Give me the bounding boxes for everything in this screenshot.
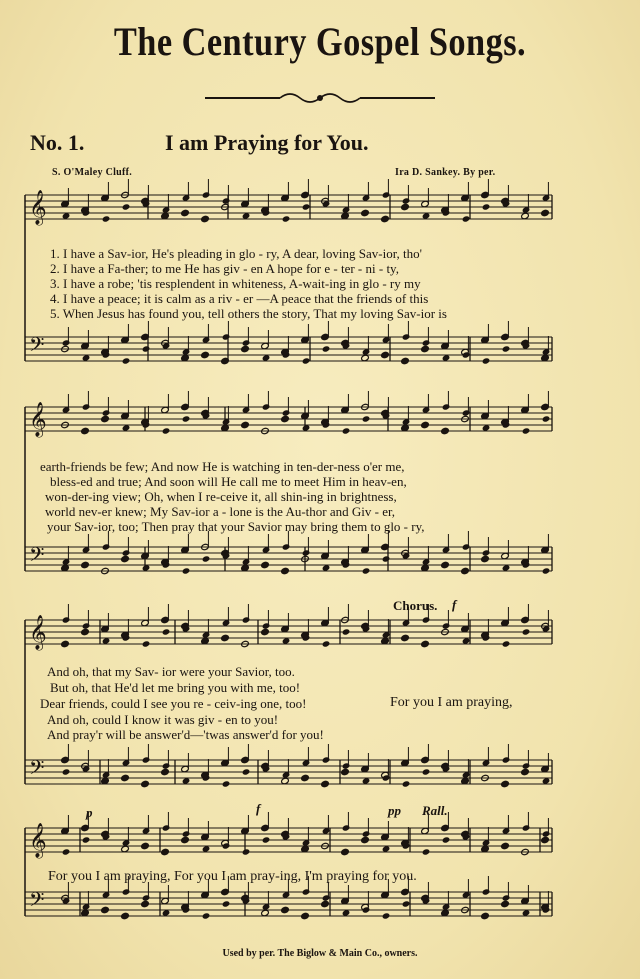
- note-head: [62, 848, 71, 855]
- note-head: [501, 842, 510, 849]
- note-head: [142, 640, 151, 647]
- hymn-title: I am Praying for You.: [165, 130, 369, 155]
- note-head: [482, 203, 491, 210]
- note-head: [401, 203, 410, 210]
- note-head: [82, 622, 91, 629]
- note-head: [422, 616, 431, 623]
- note-head: [222, 333, 231, 340]
- note-head: [281, 415, 290, 422]
- note-head: [382, 191, 391, 198]
- note-head: [82, 836, 91, 843]
- note-head: [382, 912, 391, 919]
- verse-4-line-1: 4. I have a peace; it is calm as a riv - er —A peace that the friends of this: [50, 291, 429, 306]
- note-head: [361, 209, 370, 216]
- note-head: [281, 567, 290, 574]
- composer-credit: Ira D. Sankey. By per.: [395, 167, 496, 178]
- note-head: [341, 768, 350, 775]
- note-head: [242, 768, 251, 775]
- note-head: [162, 427, 171, 434]
- note-head: [182, 415, 191, 422]
- note-head: [162, 628, 171, 635]
- note-head: [142, 894, 151, 901]
- note-head: [121, 555, 130, 562]
- note-head: [321, 900, 330, 907]
- note-head: [62, 768, 71, 775]
- note-head: [222, 780, 231, 787]
- note-head: [281, 906, 290, 913]
- note-head: [441, 561, 450, 568]
- note-head: [242, 848, 251, 855]
- lyricist-credit: S. O'Maley Cluff.: [52, 167, 133, 178]
- note-head: [122, 203, 131, 210]
- note-head: [182, 567, 191, 574]
- note-head: [522, 762, 531, 769]
- note-head: [222, 197, 231, 204]
- verse-5-line-2: your Sav-ior, too; Then pray that your Savior may bring them to glo - ry,: [47, 519, 425, 534]
- note-head: [262, 403, 271, 410]
- note-head: [221, 357, 230, 364]
- note-head: [201, 215, 210, 222]
- note-head: [241, 345, 250, 352]
- note-head: [402, 900, 411, 907]
- bass-clef: 𝄢: [29, 888, 45, 916]
- verse-5-line-1: 5. When Jesus has found you, tell others the story, That my loving Sav-ior is: [50, 306, 447, 321]
- note-head: [342, 628, 351, 635]
- note-head: [381, 215, 390, 222]
- rallentando-mark: Rall.: [422, 803, 448, 818]
- verse-5-line-3: And pray'r will be answer'd—'twas answer'd for you!: [47, 727, 324, 742]
- note-head: [362, 830, 371, 837]
- note-head: [81, 628, 90, 635]
- note-head: [462, 543, 471, 550]
- note-head: [342, 762, 351, 769]
- note-head: [462, 215, 471, 222]
- note-head: [342, 824, 351, 831]
- treble-clef: 𝄞: [29, 823, 47, 858]
- note-head: [121, 912, 130, 919]
- note-head: [161, 768, 170, 775]
- verse-2-line-2: bless-ed and true; And soon will He call me to meet Him in heav-en,: [50, 474, 407, 489]
- note-head: [321, 780, 330, 787]
- note-head: [262, 622, 271, 629]
- note-head: [322, 756, 331, 763]
- note-head: [361, 836, 370, 843]
- note-head: [122, 888, 131, 895]
- note-head: [261, 628, 270, 635]
- note-head: [542, 567, 551, 574]
- note-head: [221, 634, 230, 641]
- note-head: [441, 427, 450, 434]
- note-head: [282, 215, 291, 222]
- note-head: [462, 409, 471, 416]
- note-head: [302, 549, 311, 556]
- note-head: [302, 357, 311, 364]
- note-head: [162, 824, 171, 831]
- note-head: [181, 836, 190, 843]
- note-head: [302, 888, 311, 895]
- dynamic-forte: f: [256, 801, 261, 816]
- note-head: [502, 756, 511, 763]
- note-head: [141, 900, 150, 907]
- note-head: [62, 616, 71, 623]
- note-head: [141, 842, 150, 849]
- footer-credit: Used by per. The Biglow & Main Co., owners.: [222, 948, 418, 959]
- note-head: [422, 339, 431, 346]
- note-head: [122, 549, 131, 556]
- note-head: [62, 339, 71, 346]
- note-head: [161, 848, 170, 855]
- note-head: [302, 203, 311, 210]
- note-head: [102, 543, 111, 550]
- treble-clef: 𝄞: [29, 190, 47, 225]
- note-head: [541, 836, 550, 843]
- hymn-number: No. 1.: [30, 130, 85, 155]
- chorus-label: Chorus.: [393, 598, 438, 613]
- note-head: [521, 768, 530, 775]
- book-title: The Century Gospel Songs.: [113, 19, 527, 64]
- note-head: [422, 848, 431, 855]
- note-head: [82, 403, 91, 410]
- verse-4-line-2: world nev-er knew; My Sav-ior a - lone is the Au-thor and Giv - er,: [45, 504, 396, 519]
- note-head: [202, 555, 211, 562]
- note-head: [461, 567, 470, 574]
- verse-1-line-3: And oh, that my Sav- ior were your Savior, too.: [47, 664, 295, 679]
- note-head: [402, 780, 411, 787]
- verse-2-line-3: But oh, that He'd let me bring you with me, too!: [50, 680, 301, 695]
- dynamic-piano: p: [86, 805, 93, 820]
- note-head: [362, 567, 371, 574]
- chorus-dynamic: f: [452, 597, 457, 612]
- note-head: [502, 894, 511, 901]
- note-head: [501, 780, 510, 787]
- note-head: [481, 912, 490, 919]
- note-head: [262, 836, 271, 843]
- note-head: [482, 549, 491, 556]
- note-head: [542, 415, 551, 422]
- bass-clef: 𝄢: [29, 756, 45, 784]
- note-head: [202, 191, 211, 198]
- note-head: [362, 415, 371, 422]
- note-head: [201, 351, 210, 358]
- note-head: [282, 543, 291, 550]
- note-head: [182, 830, 191, 837]
- note-head: [421, 421, 430, 428]
- note-head: [342, 427, 351, 434]
- note-head: [482, 357, 491, 364]
- verse-3-line-1: 3. I have a robe; 'tis resplendent in whiteness, A-wait-ing in glo - ry my: [50, 276, 421, 291]
- note-head: [442, 403, 451, 410]
- note-head: [102, 215, 111, 222]
- verse-1-line-1: 1. I have a Sav-ior, He's pleading in glo - ry, A dear, loving Sav-ior, tho': [50, 246, 422, 261]
- note-head: [402, 333, 411, 340]
- note-head: [102, 409, 111, 416]
- note-head: [422, 768, 431, 775]
- treble-clef: 𝄞: [29, 615, 47, 650]
- note-head: [242, 616, 251, 623]
- note-head: [501, 900, 510, 907]
- note-head: [101, 415, 110, 422]
- note-head: [241, 421, 250, 428]
- note-head: [322, 345, 331, 352]
- note-head: [301, 912, 310, 919]
- note-head: [402, 197, 411, 204]
- note-head: [421, 640, 430, 647]
- note-head: [341, 848, 350, 855]
- note-head: [142, 345, 151, 352]
- note-head: [261, 561, 270, 568]
- note-head: [301, 774, 310, 781]
- note-head: [322, 894, 331, 901]
- note-head: [482, 888, 491, 895]
- verse-1-line-2: earth-friends be few; And now He is watching in ten-der-ness o'er me,: [40, 459, 405, 474]
- chorus-response: For you I am praying,: [390, 695, 513, 710]
- note-head: [162, 762, 171, 769]
- note-head: [421, 345, 430, 352]
- note-head: [81, 561, 90, 568]
- note-head: [522, 427, 531, 434]
- note-head: [242, 339, 251, 346]
- treble-clef: 𝄞: [29, 402, 47, 437]
- note-head: [442, 622, 451, 629]
- note-head: [522, 628, 531, 635]
- note-head: [101, 906, 110, 913]
- note-head: [222, 900, 231, 907]
- note-head: [381, 351, 390, 358]
- bass-clef: 𝄢: [29, 543, 45, 571]
- note-head: [542, 830, 551, 837]
- note-head: [541, 209, 550, 216]
- bass-clef: 𝄢: [29, 333, 45, 361]
- verse-4-line-3: And oh, could I know it was giv - en to you!: [47, 712, 279, 727]
- note-head: [282, 409, 291, 416]
- final-lyric-line: For you I am praying, For you I am pray-ing, I'm praying for you.: [48, 869, 417, 884]
- note-head: [322, 640, 331, 647]
- note-head: [181, 209, 190, 216]
- note-head: [401, 634, 410, 641]
- note-head: [61, 640, 70, 647]
- verse-3-line-2: won-der-ing view; Oh, when I re-ceive it, all shin-ing in brightness,: [45, 489, 397, 504]
- dynamic-pianissimo: pp: [388, 803, 401, 818]
- note-head: [401, 357, 410, 364]
- note-head: [121, 774, 130, 781]
- note-head: [141, 780, 150, 787]
- note-head: [502, 345, 511, 352]
- note-head: [502, 640, 511, 647]
- note-head: [481, 555, 490, 562]
- note-head: [122, 357, 131, 364]
- note-head: [142, 756, 151, 763]
- verse-3-line-3: Dear friends, could I see you re - ceiv-ing one, too!: [40, 696, 307, 711]
- note-head: [442, 836, 451, 843]
- note-head: [81, 427, 90, 434]
- verse-2-line-1: 2. I have a Fa-ther; to me He has giv - en A hope for e - ter - ni - ty,: [50, 261, 399, 276]
- note-head: [382, 555, 391, 562]
- note-head: [522, 824, 531, 831]
- note-head: [202, 912, 211, 919]
